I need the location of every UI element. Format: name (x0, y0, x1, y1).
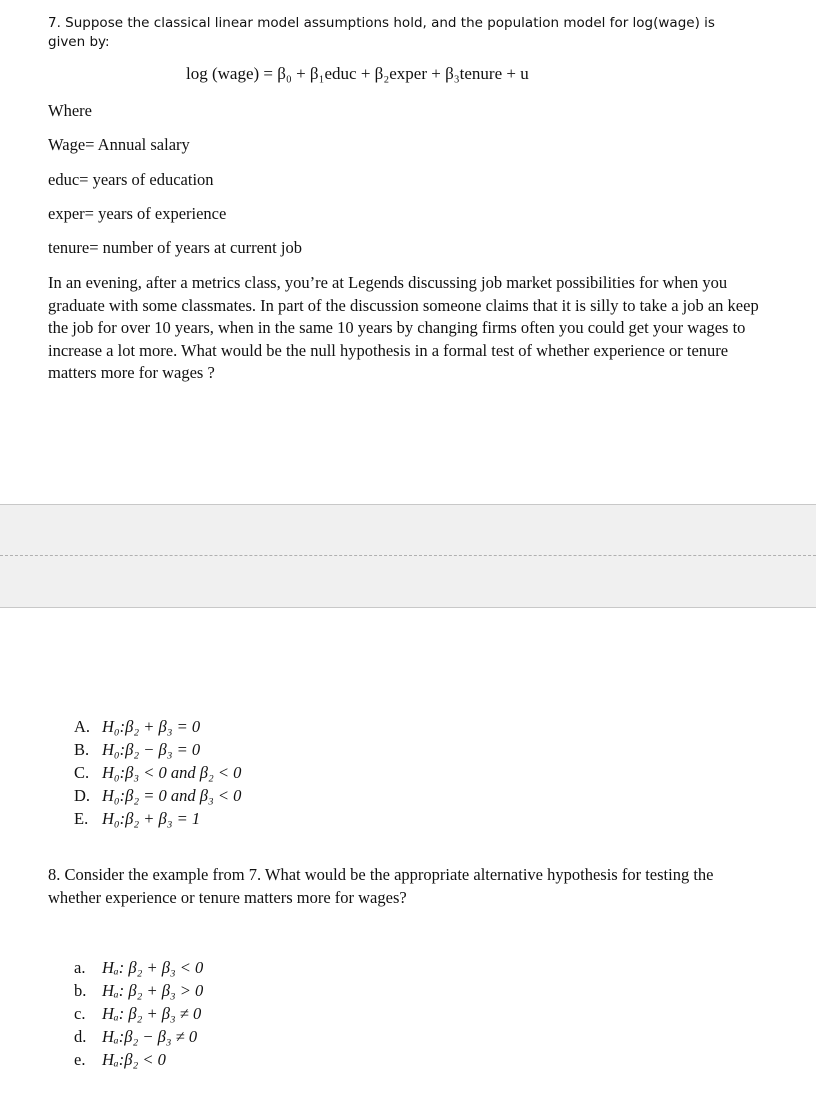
question-7-paragraph: In an evening, after a metrics class, you’re at Legends discussing job market possibilities for when you graduate with some classmates. In part of the discussion someone claims that it is silly to take a job an keep the job for over 10 years, when in the same 10 years by changing firms often you could get your wages to increase a lot more. What would be the null hypothesis in a formal test of whether experience or tenure matters more for wages ? (48, 273, 759, 382)
option-c[interactable] (74, 761, 241, 784)
option-text: H₀:β₂ + β₃ = 0 (102, 717, 201, 736)
option-letter: E. (74, 809, 89, 828)
option-letter: C. (74, 763, 90, 782)
option-b[interactable] (74, 979, 203, 1002)
option-text: Hₐ:β₂ < 0 (102, 1050, 166, 1069)
option-letter: B. (74, 740, 90, 759)
option-letter: c. (74, 1004, 86, 1023)
option-a[interactable] (74, 956, 203, 979)
definition-exper: exper= years of experience (48, 204, 227, 223)
dashed-divider (0, 555, 816, 556)
definition-wage: Wage= Annual salary (48, 135, 190, 154)
definition-tenure: tenure= number of years at current job (48, 238, 302, 257)
option-text: H₀:β₂ + β₃ = 1 (102, 809, 201, 828)
option-letter: D. (74, 786, 91, 805)
option-a[interactable] (74, 715, 241, 738)
definition-educ: educ= years of education (48, 170, 214, 189)
question-7-intro: 7. Suppose the classical linear model assumptions hold, and the population model for log(wage) is given by: (48, 15, 715, 50)
model-formula: log (wage) = β₀ + β₁educ + β₂exper + β₃tenure + u (186, 64, 529, 83)
option-e[interactable] (74, 1048, 203, 1071)
option-letter: A. (74, 717, 91, 736)
option-d[interactable] (74, 1025, 203, 1048)
option-d[interactable] (74, 784, 241, 807)
option-text: H₀:β₃ < 0 and β₂ < 0 (102, 763, 242, 782)
option-letter: a. (74, 958, 86, 977)
option-b[interactable] (74, 738, 241, 761)
option-text: Hₐ:β₂ − β₃ ≠ 0 (102, 1027, 198, 1046)
option-letter: e. (74, 1050, 86, 1069)
question-7-options (74, 715, 241, 830)
option-e[interactable] (74, 807, 241, 830)
option-text: H₀:β₂ = 0 and β₃ < 0 (102, 786, 242, 805)
option-letter: d. (74, 1027, 87, 1046)
option-text: Hₐ: β₂ + β₃ ≠ 0 (102, 1004, 202, 1023)
where-label: Where (48, 101, 92, 120)
question-8-options (74, 956, 203, 1071)
option-c[interactable] (74, 1002, 203, 1025)
option-text: Hₐ: β₂ + β₃ > 0 (102, 981, 204, 1000)
question-8-prompt: 8. Consider the example from 7. What would be the appropriate alternative hypothesis for testing the whether experience or tenure matters more for wages? (48, 865, 714, 907)
option-text: H₀:β₂ − β₃ = 0 (102, 740, 201, 759)
option-text: Hₐ: β₂ + β₃ < 0 (102, 958, 204, 977)
option-letter: b. (74, 981, 87, 1000)
separator-band (0, 504, 816, 608)
